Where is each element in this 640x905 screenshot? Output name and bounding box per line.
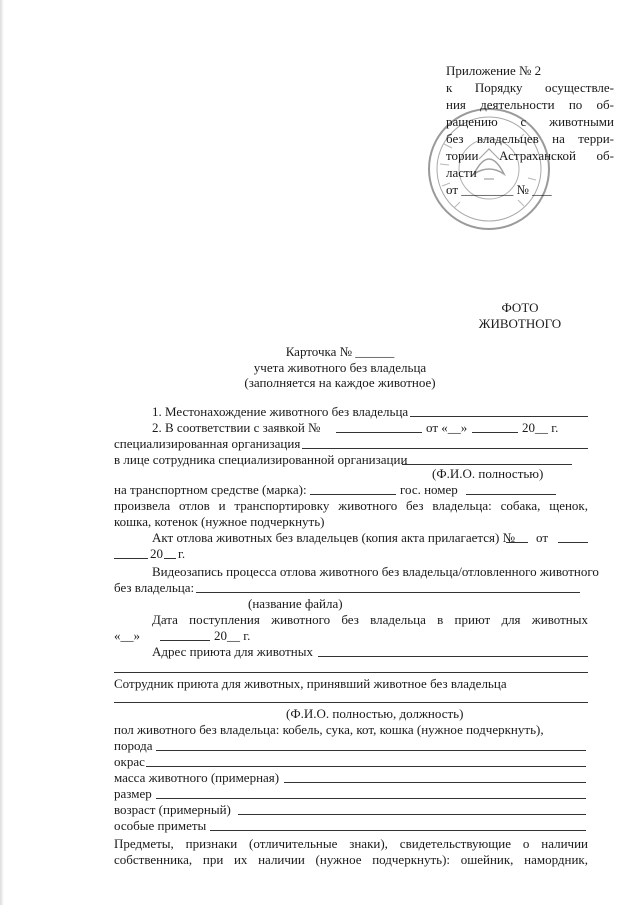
item2-date-label: от «__» — [426, 420, 468, 435]
age-field[interactable] — [238, 814, 586, 815]
photo-label-line1: ФОТО — [501, 300, 539, 315]
capture-text-line1: произвела отлов и транспортировку животного без владельца: собака, щенок, — [114, 498, 588, 513]
act-year-suffix: г. — [178, 546, 186, 561]
fio-full-caption: (Ф.И.О. полностью) — [432, 466, 544, 481]
capture-text-line2: кошка, котенок (нужное подчеркнуть) — [114, 514, 325, 529]
act-month-field[interactable] — [114, 558, 148, 559]
act-year-prefix: 20 — [150, 546, 163, 561]
color-label: окрас — [114, 754, 145, 769]
appendix-line: от ________ № ___ — [446, 182, 552, 197]
appendix-line: к Порядку осуществле- — [446, 80, 614, 95]
appendix-line: ласти — [446, 165, 477, 180]
special-marks-label: особые приметы — [114, 818, 207, 833]
appendix-line: без владельцев на терри- — [446, 131, 614, 146]
appendix-line: ращению с животными — [446, 114, 614, 129]
item1-label: 1. Местонахождение животного без владельца — [152, 404, 409, 419]
card-subtitle: учета животного без владельца — [253, 360, 427, 375]
weight-field[interactable] — [284, 782, 586, 783]
card-title: Карточка № ______ — [285, 344, 395, 359]
age-label: возраст (примерный) — [114, 802, 231, 817]
photo-label-line2: ЖИВОТНОГО — [478, 316, 562, 331]
fio-position-caption: (Ф.И.О. полностью, должность) — [286, 706, 464, 721]
arrival-text: Дата поступления животного без владельца в приют для животных — [152, 612, 588, 627]
appendix-header — [446, 62, 614, 198]
act-date-label: от — [536, 530, 549, 545]
scan-edge — [0, 0, 4, 905]
appendix-line: ния деятельности по об- — [446, 97, 614, 112]
transport-label: на транспортном средстве (марка): — [114, 482, 307, 497]
spec-org-label: специализированная организация — [114, 436, 301, 451]
sex-label: пол животного без владельца: кобель, сука, кот, кошка (нужное подчеркнуть), — [114, 722, 544, 737]
shelter-address-label: Адрес приюта для животных — [152, 644, 313, 659]
act-year-field[interactable] — [164, 558, 176, 559]
shelter-address-field[interactable] — [318, 656, 588, 657]
items-text-line1: Предметы, признаки (отличительные знаки), свидетельствующие о наличии — [114, 836, 588, 851]
plate-number-field[interactable] — [466, 494, 556, 495]
arrival-year-label: 20__ г. — [214, 628, 251, 643]
arrival-month-field[interactable] — [160, 640, 210, 641]
video-text-line1: Видеозапись процесса отлова животного без владельца/отловленного животного — [152, 564, 599, 579]
size-label: размер — [114, 786, 152, 801]
act-number-field[interactable] — [506, 542, 528, 543]
card-note: (заполняется на каждое животное) — [244, 375, 436, 390]
color-field[interactable] — [146, 766, 586, 767]
special-marks-field[interactable] — [210, 830, 586, 831]
request-month-field[interactable] — [472, 432, 518, 433]
arrival-day-label: «__» — [114, 628, 140, 643]
shelter-address-field-2[interactable] — [114, 672, 588, 673]
appendix-line: тории Астраханской об- — [446, 148, 614, 163]
employee-label: в лице сотрудника специализированной организации — [114, 452, 408, 467]
items-text-line2: собственника, при их наличии (нужное подчеркнуть): ошейник, намордник, — [114, 852, 588, 867]
spec-org-field[interactable] — [302, 448, 588, 449]
act-label: Акт отлова животных без владельцев (копия акта прилагается) № — [152, 530, 515, 545]
photo-placeholder — [470, 300, 570, 332]
breed-field[interactable] — [156, 750, 586, 751]
file-name-caption: (название файла) — [248, 596, 343, 611]
video-text-line2: без владельца: — [114, 580, 195, 595]
act-day-field[interactable] — [558, 542, 588, 543]
shelter-employee-field[interactable] — [114, 702, 588, 703]
plate-label: гос. номер — [400, 482, 458, 497]
vehicle-brand-field[interactable] — [310, 494, 396, 495]
request-number-field[interactable] — [336, 432, 422, 433]
breed-label: порода — [114, 738, 153, 753]
shelter-employee-label: Сотрудник приюта для животных, принявший животное без владельца — [114, 676, 507, 691]
employee-field[interactable] — [402, 464, 572, 465]
item2-year-label: 20__ г. — [522, 420, 559, 435]
item2-label: 2. В соответствии с заявкой № — [152, 420, 321, 435]
item1-field[interactable] — [410, 416, 588, 417]
appendix-line: Приложение № 2 — [446, 63, 542, 78]
size-field[interactable] — [156, 798, 586, 799]
video-file-field[interactable] — [196, 592, 580, 593]
weight-label: масса животного (примерная) — [114, 770, 280, 785]
